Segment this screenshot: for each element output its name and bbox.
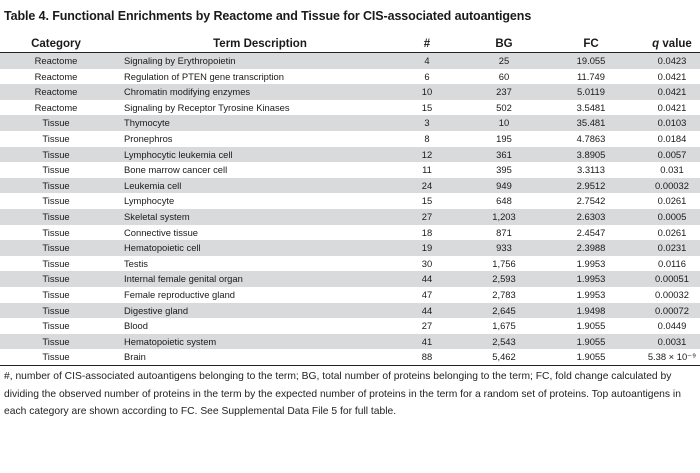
- cell-fc: 1.9953: [550, 271, 632, 287]
- cell-q-value: 5.38 × 10⁻⁹: [632, 349, 700, 365]
- cell-number: 6: [424, 70, 430, 82]
- cell-term: Bone marrow cancer cell: [124, 164, 228, 176]
- cell-category: Tissue: [0, 271, 112, 287]
- cell-category: Tissue: [0, 147, 112, 163]
- cell-term: Hematopoietic system: [112, 334, 396, 350]
- cell-q-value: 0.0449: [657, 320, 687, 332]
- cell-q-value: 0.0116: [658, 257, 686, 269]
- cell-q-value: 0.0184: [657, 132, 687, 144]
- cell-category: Tissue: [0, 349, 112, 365]
- cell-number: 4: [396, 53, 458, 69]
- cell-q-value: 0.0231: [632, 240, 700, 256]
- table-row: [0, 303, 700, 319]
- cell-category: Tissue: [42, 195, 70, 207]
- cell-category: Tissue: [42, 320, 70, 332]
- cell-bg: 195: [496, 132, 512, 144]
- cell-category: Tissue: [42, 164, 70, 176]
- cell-term: Internal female genital organ: [112, 271, 396, 287]
- cell-q-value: 0.00072: [632, 303, 700, 319]
- cell-fc: 2.7542: [576, 195, 606, 207]
- table-footnote: #, number of CIS-associated autoantigens belonging to the term; BG, total number of proteins belonging to the term; FC, fold change calculated by dividing the observed number of proteins in the term by the expected number of proteins in the term for a random set of proteins. Top autoantigens in each category are shown according to FC. See Supplemental Data File 5 for full table.: [4, 371, 681, 417]
- cell-bg: 1,675: [492, 320, 516, 332]
- cell-term: Leukemia cell: [112, 178, 396, 194]
- column-header-term: Term Description: [112, 36, 396, 53]
- cell-bg: 5,462: [458, 349, 550, 365]
- cell-number: 3: [396, 115, 458, 131]
- cell-fc: 3.5481: [576, 101, 606, 113]
- cell-bg: 2,543: [458, 334, 550, 350]
- cell-category: Tissue: [42, 226, 70, 238]
- table-row: [0, 287, 700, 303]
- cell-fc: 5.0119: [550, 84, 632, 100]
- cell-term: Pronephros: [124, 132, 173, 144]
- cell-bg: 10: [458, 115, 550, 131]
- table-row: [0, 256, 700, 272]
- cell-category: Tissue: [42, 257, 70, 269]
- cell-term: Skeletal system: [112, 209, 396, 225]
- cell-category: Tissue: [0, 209, 112, 225]
- table-row: [0, 271, 700, 287]
- cell-fc: 1.9055: [550, 349, 632, 365]
- table-row: [0, 100, 700, 116]
- cell-fc: 1.9055: [576, 320, 606, 332]
- cell-term: Female reproductive gland: [124, 288, 235, 300]
- cell-q-value: 0.0421: [657, 101, 687, 113]
- cell-q-value: 0.0261: [657, 226, 687, 238]
- cell-fc: 2.9512: [550, 178, 632, 194]
- cell-term: Lymphocytic leukemia cell: [112, 147, 396, 163]
- cell-bg: 60: [498, 70, 510, 82]
- cell-q-value: 0.00051: [632, 271, 700, 287]
- cell-category: Reactome: [34, 70, 78, 82]
- cell-fc: 19.055: [550, 53, 632, 69]
- cell-bg: 395: [496, 164, 512, 176]
- table-row: [0, 193, 700, 209]
- cell-bg: 1,756: [492, 257, 516, 269]
- cell-term: Signaling by Receptor Tyrosine Kinases: [124, 101, 290, 113]
- cell-fc: 3.3113: [577, 164, 605, 176]
- table-row: [0, 349, 700, 365]
- cell-category: Reactome: [0, 53, 112, 69]
- table-row: [0, 131, 700, 147]
- cell-category: Reactome: [0, 84, 112, 100]
- cell-fc: 2.4547: [576, 226, 606, 238]
- table-body: [0, 53, 700, 366]
- cell-term: Digestive gland: [112, 303, 396, 319]
- cell-number: 10: [396, 84, 458, 100]
- cell-bg: 949: [458, 178, 550, 194]
- q-letter: q: [652, 38, 660, 50]
- table-row: [0, 84, 700, 100]
- cell-q-value: 0.0261: [657, 195, 687, 207]
- enrichment-table: [0, 36, 700, 366]
- cell-number: 18: [421, 226, 433, 238]
- cell-number: 44: [396, 303, 458, 319]
- cell-number: 47: [421, 288, 433, 300]
- column-header-number: #: [396, 36, 458, 53]
- cell-term: Lymphocyte: [124, 195, 175, 207]
- table-row: [0, 318, 700, 334]
- table-row: [0, 178, 700, 194]
- cell-category: Tissue: [0, 303, 112, 319]
- cell-fc: 1.9055: [550, 334, 632, 350]
- table-header-row: [0, 36, 700, 53]
- cell-category: Tissue: [42, 288, 70, 300]
- cell-number: 8: [424, 132, 430, 144]
- cell-fc: 1.9953: [576, 288, 606, 300]
- cell-bg: 361: [458, 147, 550, 163]
- cell-term: Blood: [124, 320, 148, 332]
- cell-number: 88: [396, 349, 458, 365]
- table-row: [0, 53, 700, 69]
- column-header-category: Category: [0, 36, 112, 53]
- cell-number: 12: [396, 147, 458, 163]
- cell-bg: 2,593: [458, 271, 550, 287]
- cell-q-value: 0.0005: [632, 209, 700, 225]
- table-row: [0, 225, 700, 241]
- cell-bg: 25: [458, 53, 550, 69]
- cell-category: Tissue: [0, 334, 112, 350]
- cell-q-value: 0.0423: [632, 53, 700, 69]
- table-row: [0, 334, 700, 350]
- cell-term: Brain: [112, 349, 396, 365]
- cell-term: Chromatin modifying enzymes: [112, 84, 396, 100]
- table-row: [0, 209, 700, 225]
- cell-bg: 502: [496, 101, 512, 113]
- cell-q-value: 0.031: [660, 164, 684, 176]
- cell-q-value: 0.0031: [632, 334, 700, 350]
- table-row: [0, 69, 700, 85]
- cell-q-value: 0.0421: [632, 84, 700, 100]
- cell-number: 15: [421, 101, 433, 113]
- column-header-q-value: [632, 36, 700, 53]
- cell-bg: 2,783: [492, 288, 516, 300]
- cell-bg: 648: [496, 195, 512, 207]
- cell-category: Reactome: [34, 101, 78, 113]
- cell-q-value: 0.0103: [632, 115, 700, 131]
- cell-q-value: 0.00032: [632, 178, 700, 194]
- table-row: [0, 240, 700, 256]
- cell-bg: 1,203: [458, 209, 550, 225]
- cell-number: 44: [396, 271, 458, 287]
- table-row: [0, 147, 700, 163]
- cell-bg: 237: [458, 84, 550, 100]
- cell-fc: 2.3988: [550, 240, 632, 256]
- cell-term: Testis: [124, 257, 148, 269]
- cell-fc: 3.8905: [550, 147, 632, 163]
- cell-category: Tissue: [42, 132, 70, 144]
- cell-bg: 933: [458, 240, 550, 256]
- cell-category: Tissue: [0, 178, 112, 194]
- cell-term: Signaling by Erythropoietin: [112, 53, 396, 69]
- cell-category: Tissue: [0, 240, 112, 256]
- cell-number: 30: [421, 257, 433, 269]
- cell-fc: 1.9498: [550, 303, 632, 319]
- q-value-suffix: value: [659, 38, 692, 50]
- cell-term: Regulation of PTEN gene transcription: [124, 70, 284, 82]
- cell-fc: 4.7863: [576, 132, 606, 144]
- cell-fc: 1.9953: [576, 257, 606, 269]
- cell-q-value: 0.00032: [655, 288, 689, 300]
- cell-fc: 11.749: [577, 70, 605, 82]
- cell-number: 27: [421, 320, 433, 332]
- cell-term: Connective tissue: [124, 226, 198, 238]
- cell-q-value: 0.0057: [632, 147, 700, 163]
- cell-number: 41: [396, 334, 458, 350]
- cell-bg: 2,645: [458, 303, 550, 319]
- table-row: [0, 115, 700, 131]
- cell-fc: 2.6303: [550, 209, 632, 225]
- column-header-bg: BG: [458, 36, 550, 53]
- cell-term: Thymocyte: [112, 115, 396, 131]
- cell-number: 19: [396, 240, 458, 256]
- cell-fc: 35.481: [550, 115, 632, 131]
- cell-number: 24: [396, 178, 458, 194]
- column-header-fc: FC: [550, 36, 632, 53]
- cell-number: 11: [422, 164, 432, 176]
- cell-q-value: 0.0421: [657, 70, 687, 82]
- cell-term: Hematopoietic cell: [112, 240, 396, 256]
- cell-number: 15: [421, 195, 433, 207]
- cell-bg: 871: [496, 226, 512, 238]
- cell-category: Tissue: [0, 115, 112, 131]
- table-title: Table 4. Functional Enrichments by Reactome and Tissue for CIS-associated autoantigens: [4, 9, 532, 23]
- table-row: [0, 162, 700, 178]
- cell-number: 27: [396, 209, 458, 225]
